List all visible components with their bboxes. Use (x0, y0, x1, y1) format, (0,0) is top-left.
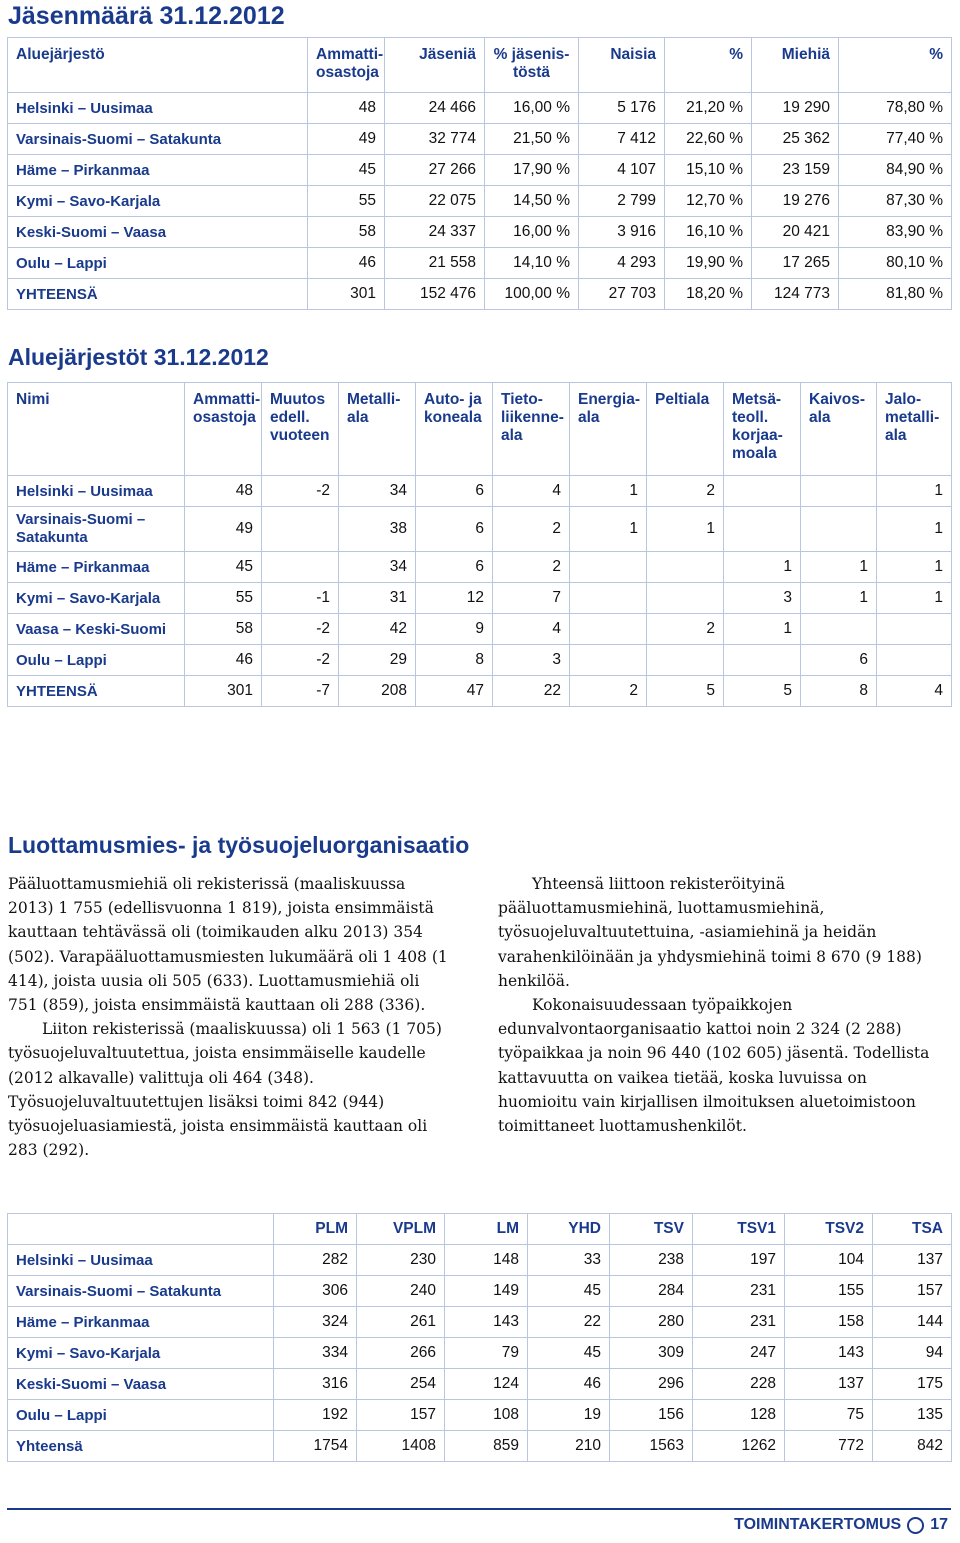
regions-title: Aluejärjestöt 31.12.2012 (8, 344, 269, 370)
table-cell: 157 (873, 1276, 952, 1307)
table-cell: 144 (873, 1307, 952, 1338)
table-cell: 4 (877, 676, 952, 707)
row-label: Helsinki – Uusimaa (8, 93, 308, 124)
column-header: Muutos edell. vuoteen (262, 383, 339, 476)
table-row (8, 476, 952, 507)
table-cell: 58 (185, 614, 262, 645)
row-label: Kymi – Savo-Karjala (8, 186, 308, 217)
table-cell: 316 (274, 1369, 357, 1400)
table-cell: 6 (416, 476, 493, 507)
column-header: TSA (873, 1214, 952, 1245)
table-cell: 261 (357, 1307, 445, 1338)
table-cell: 1 (877, 583, 952, 614)
table-cell: 2 (647, 614, 724, 645)
table-cell: 6 (801, 645, 877, 676)
column-header: Ammatti-osastoja (185, 383, 262, 476)
column-header: Metsä-teoll. korjaa-moala (724, 383, 801, 476)
table-cell: 24 466 (385, 93, 485, 124)
section-heading: Luottamusmies- ja työsuojeluorganisaatio (8, 832, 470, 858)
column-header: YHD (528, 1214, 610, 1245)
table-cell: 46 (308, 248, 385, 279)
column-header: Ammatti-osastoja (308, 38, 385, 93)
row-label: Kymi – Savo-Karjala (8, 583, 185, 614)
row-label: Helsinki – Uusimaa (8, 476, 185, 507)
table-cell: 104 (785, 1245, 873, 1276)
table-cell: 247 (693, 1338, 785, 1369)
table-row (8, 1307, 952, 1338)
table-cell: 45 (308, 155, 385, 186)
column-header: Peltiala (647, 383, 724, 476)
table-cell: -1 (262, 583, 339, 614)
table-cell (570, 614, 647, 645)
table-cell: 19 276 (752, 186, 839, 217)
table-cell: 231 (693, 1276, 785, 1307)
table-cell (724, 476, 801, 507)
table-cell: 48 (185, 476, 262, 507)
table-cell: 7 412 (579, 124, 665, 155)
table-cell: 4 293 (579, 248, 665, 279)
table-cell: 135 (873, 1400, 952, 1431)
table-cell: 282 (274, 1245, 357, 1276)
table-cell: 1563 (610, 1431, 693, 1462)
table-cell: 34 (339, 476, 416, 507)
row-label: Keski-Suomi – Vaasa (8, 217, 308, 248)
row-label: Vaasa – Keski-Suomi (8, 614, 185, 645)
table-cell: 27 266 (385, 155, 485, 186)
table-cell: 128 (693, 1400, 785, 1431)
column-header: Energia-ala (570, 383, 647, 476)
table-cell: 45 (185, 552, 262, 583)
table-cell (724, 645, 801, 676)
trustees-table (7, 1213, 952, 1462)
table-cell: 80,10 % (839, 248, 952, 279)
table-cell (262, 507, 339, 552)
table-cell: 2 (570, 676, 647, 707)
table-cell: 58 (308, 217, 385, 248)
table-cell: 9 (416, 614, 493, 645)
table-cell: 21,20 % (665, 93, 752, 124)
table-cell: -2 (262, 645, 339, 676)
table-cell: 45 (528, 1276, 610, 1307)
table-row (8, 124, 952, 155)
table-cell: 210 (528, 1431, 610, 1462)
table-cell (570, 583, 647, 614)
table-cell: 296 (610, 1369, 693, 1400)
paragraph: Liiton rekisterissä (maaliskuussa) oli 1 563 (1 705) työsuojeluvaltuutettua, joista ensimmäiselle kaudelle (2012 alkavalle) valittuja oli 464 (348). Työsuojeluvaltuutettujen lisäksi toimi 842 (944) työsuojeluasiamiestä, joista ensimmäistä kauttaan oli 283 (292). (8, 1020, 442, 1160)
table-cell (262, 552, 339, 583)
table-cell: 17,90 % (485, 155, 579, 186)
table-cell: 19,90 % (665, 248, 752, 279)
table-cell: 137 (785, 1369, 873, 1400)
column-header (8, 1214, 274, 1245)
table-cell: 3 916 (579, 217, 665, 248)
table-cell: 231 (693, 1307, 785, 1338)
table-cell: 25 362 (752, 124, 839, 155)
table-cell (801, 507, 877, 552)
table-cell: 47 (416, 676, 493, 707)
table-cell: 42 (339, 614, 416, 645)
table-cell: 149 (445, 1276, 528, 1307)
table-row (8, 279, 952, 310)
row-label: Varsinais-Suomi – Satakunta (8, 507, 185, 552)
table-cell: 49 (308, 124, 385, 155)
table-cell: 77,40 % (839, 124, 952, 155)
table-cell: 2 799 (579, 186, 665, 217)
table-cell: 75 (785, 1400, 873, 1431)
column-header: % (665, 38, 752, 93)
row-label: Oulu – Lappi (8, 645, 185, 676)
table-cell: 5 (647, 676, 724, 707)
table-cell: 208 (339, 676, 416, 707)
table-cell: 29 (339, 645, 416, 676)
table-cell (647, 583, 724, 614)
table-cell: 4 107 (579, 155, 665, 186)
table-header-row (8, 1214, 952, 1245)
table-cell: 842 (873, 1431, 952, 1462)
regions-table (7, 382, 952, 707)
table-cell: 78,80 % (839, 93, 952, 124)
row-label: Häme – Pirkanmaa (8, 1307, 274, 1338)
table-cell: 46 (528, 1369, 610, 1400)
table-cell: 157 (357, 1400, 445, 1431)
table-cell (801, 476, 877, 507)
column-header: % jäsenis-töstä (485, 38, 579, 93)
row-label: Kymi – Savo-Karjala (8, 1338, 274, 1369)
table-cell: 1 (801, 552, 877, 583)
table-cell: 1754 (274, 1431, 357, 1462)
table-row (8, 1276, 952, 1307)
row-label: Oulu – Lappi (8, 1400, 274, 1431)
column-header: TSV (610, 1214, 693, 1245)
table-cell: 46 (185, 645, 262, 676)
row-label: Varsinais-Suomi – Satakunta (8, 1276, 274, 1307)
row-label: Keski-Suomi – Vaasa (8, 1369, 274, 1400)
table-cell: 19 (528, 1400, 610, 1431)
column-header: % (839, 38, 952, 93)
table-cell: 143 (445, 1307, 528, 1338)
table-cell (647, 645, 724, 676)
table-cell (801, 614, 877, 645)
text-column-left (8, 872, 453, 1162)
row-label: Helsinki – Uusimaa (8, 1245, 274, 1276)
page-number: 17 (930, 1516, 948, 1533)
table-cell (570, 645, 647, 676)
table-cell: 1 (647, 507, 724, 552)
table-cell: 143 (785, 1338, 873, 1369)
table-cell: -2 (262, 614, 339, 645)
table-row (8, 507, 952, 552)
column-header: Nimi (8, 383, 185, 476)
table-cell: 20 421 (752, 217, 839, 248)
table-cell: 158 (785, 1307, 873, 1338)
row-label: Yhteensä (8, 1431, 274, 1462)
table-cell: 108 (445, 1400, 528, 1431)
table-cell: 230 (357, 1245, 445, 1276)
table-cell: 27 703 (579, 279, 665, 310)
table-cell: 17 265 (752, 248, 839, 279)
table-cell: 24 337 (385, 217, 485, 248)
paragraph: Yhteensä liittoon rekisteröityinä pääluottamusmiehinä, luottamusmiehinä, työsuojeluvaltuutettuina, -asiamiehinä ja heidän varahenkilöinään ja yhdysmiehinä toimi 8 670 (9 188) henkilöä. (498, 875, 922, 990)
table-cell: 334 (274, 1338, 357, 1369)
table-cell: 32 774 (385, 124, 485, 155)
column-header: VPLM (357, 1214, 445, 1245)
table-cell: 3 (724, 583, 801, 614)
column-header: Auto- ja koneala (416, 383, 493, 476)
table-cell: 2 (493, 507, 570, 552)
paragraph: Pääluottamusmiehiä oli rekisterissä (maaliskuussa 2013) 1 755 (edellisvuonna 1 819), joista ensimmäistä kauttaan tehtävässä oli (toimikauden alku 2013) 354 (502). Varapääluottamusmiesten lukumäärä oli 1 408 (1 414), joista uusia oli 505 (633). Luottamusmiehiä oli 751 (859), joista ensimmäistä kauttaan oli 288 (336). (8, 875, 448, 1015)
table-header-row (8, 383, 952, 476)
table-cell: 4 (493, 614, 570, 645)
table-row (8, 1338, 952, 1369)
table-cell: 197 (693, 1245, 785, 1276)
table-row (8, 552, 952, 583)
table-cell: 1262 (693, 1431, 785, 1462)
table-cell: 18,20 % (665, 279, 752, 310)
table-cell: 124 773 (752, 279, 839, 310)
table-cell: 22 (528, 1307, 610, 1338)
table-row (8, 1400, 952, 1431)
table-cell: 2 (493, 552, 570, 583)
column-header: TSV2 (785, 1214, 873, 1245)
table-cell: 15,10 % (665, 155, 752, 186)
table-cell: 12,70 % (665, 186, 752, 217)
table-row (8, 1369, 952, 1400)
table-cell: 1 (801, 583, 877, 614)
table-row (8, 1245, 952, 1276)
table-cell: 79 (445, 1338, 528, 1369)
table-cell: 1 (877, 507, 952, 552)
table-cell: 5 (724, 676, 801, 707)
table-row (8, 93, 952, 124)
table-cell: 124 (445, 1369, 528, 1400)
table-cell: 240 (357, 1276, 445, 1307)
table-cell: 12 (416, 583, 493, 614)
table-cell: 1 (724, 614, 801, 645)
table-cell: 284 (610, 1276, 693, 1307)
table-cell: 306 (274, 1276, 357, 1307)
circle-icon (907, 1517, 924, 1534)
table-cell: 324 (274, 1307, 357, 1338)
table-cell: 83,90 % (839, 217, 952, 248)
column-header: LM (445, 1214, 528, 1245)
table-cell: 4 (493, 476, 570, 507)
table-cell: 1 (570, 476, 647, 507)
table-cell: 280 (610, 1307, 693, 1338)
table-cell: 16,10 % (665, 217, 752, 248)
table-cell: 45 (528, 1338, 610, 1369)
table-row (8, 645, 952, 676)
table-cell: 14,50 % (485, 186, 579, 217)
table-row (8, 614, 952, 645)
table-cell (570, 552, 647, 583)
table-cell: 49 (185, 507, 262, 552)
table-cell: 155 (785, 1276, 873, 1307)
footer-rule (7, 1508, 951, 1510)
table-cell: -7 (262, 676, 339, 707)
column-header: Jäseniä (385, 38, 485, 93)
table-cell: 55 (185, 583, 262, 614)
paragraph: Kokonaisuudessaan työpaikkojen edunvalvontaorganisaatio kattoi noin 2 324 (2 288) työpaikkaa ja noin 96 440 (102 605) jäsentä. Todellista kattavuutta on vaikea tietää, koska luvuissa on huomioitu vain kirjallisen ilmoituksen aluetoimistoon toimittaneet luottamushenkilöt. (498, 996, 930, 1136)
table-cell: 34 (339, 552, 416, 583)
text-column-right (498, 872, 943, 1138)
table-cell: 859 (445, 1431, 528, 1462)
table-cell: 48 (308, 93, 385, 124)
table-cell: 16,00 % (485, 217, 579, 248)
table-cell: 156 (610, 1400, 693, 1431)
table-cell: 1408 (357, 1431, 445, 1462)
table-cell: -2 (262, 476, 339, 507)
table-cell: 81,80 % (839, 279, 952, 310)
table-cell (724, 507, 801, 552)
table-cell: 6 (416, 507, 493, 552)
membership-table (7, 37, 952, 310)
table-cell: 175 (873, 1369, 952, 1400)
table-cell: 22,60 % (665, 124, 752, 155)
table-cell: 5 176 (579, 93, 665, 124)
table-cell: 3 (493, 645, 570, 676)
table-cell: 31 (339, 583, 416, 614)
column-header: Metalli-ala (339, 383, 416, 476)
table-row (8, 676, 952, 707)
table-cell (877, 614, 952, 645)
row-label: Häme – Pirkanmaa (8, 155, 308, 186)
table-row (8, 186, 952, 217)
table-cell: 6 (416, 552, 493, 583)
row-label: YHTEENSÄ (8, 279, 308, 310)
table-cell: 1 (877, 476, 952, 507)
table-row (8, 1431, 952, 1462)
table-cell: 21 558 (385, 248, 485, 279)
row-label: Varsinais-Suomi – Satakunta (8, 124, 308, 155)
table-cell: 137 (873, 1245, 952, 1276)
table-cell: 1 (724, 552, 801, 583)
table-cell: 1 (570, 507, 647, 552)
table-cell: 7 (493, 583, 570, 614)
table-cell (877, 645, 952, 676)
table-cell: 772 (785, 1431, 873, 1462)
table-cell: 148 (445, 1245, 528, 1276)
table-cell: 33 (528, 1245, 610, 1276)
table-row (8, 217, 952, 248)
table-cell: 266 (357, 1338, 445, 1369)
table-cell (647, 552, 724, 583)
table-header-row (8, 38, 952, 93)
column-header: Jalo-metalli-ala (877, 383, 952, 476)
table-row (8, 248, 952, 279)
page-footer (734, 1516, 948, 1534)
table-cell: 87,30 % (839, 186, 952, 217)
row-label: Oulu – Lappi (8, 248, 308, 279)
table-cell: 254 (357, 1369, 445, 1400)
column-header: Naisia (579, 38, 665, 93)
membership-title: Jäsenmäärä 31.12.2012 (8, 2, 285, 30)
table-cell: 8 (801, 676, 877, 707)
column-header: Tieto-liikenne-ala (493, 383, 570, 476)
table-cell: 23 159 (752, 155, 839, 186)
table-cell: 22 (493, 676, 570, 707)
row-label: YHTEENSÄ (8, 676, 185, 707)
table-cell: 152 476 (385, 279, 485, 310)
table-cell: 94 (873, 1338, 952, 1369)
column-header: TSV1 (693, 1214, 785, 1245)
table-cell: 192 (274, 1400, 357, 1431)
table-cell: 309 (610, 1338, 693, 1369)
table-cell: 14,10 % (485, 248, 579, 279)
table-cell: 8 (416, 645, 493, 676)
table-cell: 301 (308, 279, 385, 310)
table-row (8, 155, 952, 186)
table-cell: 21,50 % (485, 124, 579, 155)
row-label: Häme – Pirkanmaa (8, 552, 185, 583)
table-cell: 238 (610, 1245, 693, 1276)
column-header: PLM (274, 1214, 357, 1245)
table-cell: 19 290 (752, 93, 839, 124)
magazine-name: TOIMINTAKERTOMUS (734, 1516, 902, 1533)
table-cell: 100,00 % (485, 279, 579, 310)
table-cell: 55 (308, 186, 385, 217)
table-cell: 38 (339, 507, 416, 552)
table-cell: 22 075 (385, 186, 485, 217)
column-header: Miehiä (752, 38, 839, 93)
table-cell: 301 (185, 676, 262, 707)
table-cell: 1 (877, 552, 952, 583)
table-cell: 228 (693, 1369, 785, 1400)
table-cell: 2 (647, 476, 724, 507)
column-header: Aluejärjestö (8, 38, 308, 93)
table-row (8, 583, 952, 614)
table-cell: 16,00 % (485, 93, 579, 124)
table-cell: 84,90 % (839, 155, 952, 186)
column-header: Kaivos-ala (801, 383, 877, 476)
